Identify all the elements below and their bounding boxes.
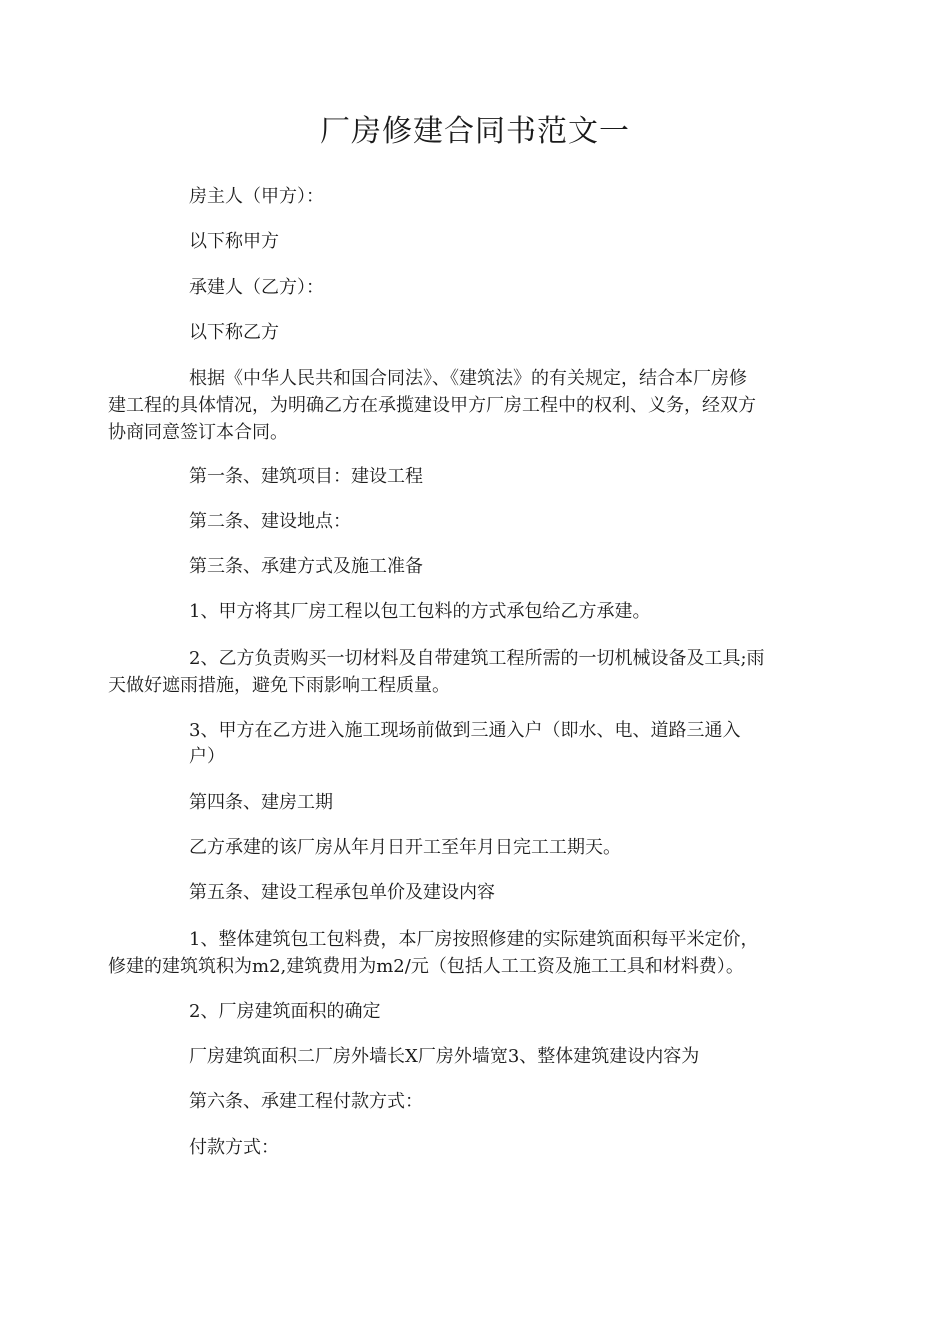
party-b-alias: 以下称乙方: [189, 322, 279, 343]
preamble-line-1: 根据《中华人民共和国合同法》、《建筑法》的有关规定，结合本厂房修: [189, 368, 747, 389]
article-2: 第二条、建设地点：: [189, 511, 351, 532]
payment-method: 付款方式：: [189, 1137, 279, 1158]
article-3: 第三条、承建方式及施工准备: [189, 556, 423, 577]
document-title: 厂房修建合同书范文一: [320, 114, 630, 149]
clause-3-1: 1、甲方将其厂房工程以包工包料的方式承包给乙方承建。: [189, 601, 651, 622]
clause-5-1-line-2: 修建的建筑筑积为m2,建筑费用为m2/元（包括人工工资及施工工具和材料费）。: [108, 956, 744, 977]
preamble-line-2: 建工程的具体情况，为明确乙方在承揽建设甲方厂房工程中的权利、义务，经双方: [108, 395, 756, 416]
article-1: 第一条、建筑项目：建设工程: [189, 466, 423, 487]
article-4-body: 乙方承建的该厂房从年月日开工至年月日完工工期天。: [189, 837, 621, 858]
clause-5-2-body: 厂房建筑面积二厂房外墙长X厂房外墙宽3、整体建筑建设内容为: [189, 1046, 700, 1067]
article-4: 第四条、建房工期: [189, 792, 333, 813]
clause-3-3-line-2: 户）: [189, 746, 225, 767]
clause-3-2-line-2: 天做好遮雨措施，避免下雨影响工程质量。: [108, 675, 450, 696]
party-a-label: 房主人（甲方）：: [189, 186, 324, 207]
party-b-label: 承建人（乙方）：: [189, 277, 324, 298]
clause-5-1-line-1: 1、整体建筑包工包料费，本厂房按照修建的实际建筑面积每平米定价，: [189, 929, 759, 950]
article-6: 第六条、承建工程付款方式：: [189, 1091, 423, 1112]
clause-3-3-line-1: 3、甲方在乙方进入施工现场前做到三通入户（即水、电、道路三通入: [189, 720, 741, 741]
clause-5-2: 2、厂房建筑面积的确定: [189, 1001, 381, 1022]
preamble-line-3: 协商同意签订本合同。: [108, 422, 288, 443]
article-5: 第五条、建设工程承包单价及建设内容: [189, 882, 495, 903]
party-a-alias: 以下称甲方: [189, 231, 279, 252]
clause-3-2-line-1: 2、乙方负责购买一切材料及自带建筑工程所需的一切机械设备及工具;雨: [189, 648, 765, 669]
